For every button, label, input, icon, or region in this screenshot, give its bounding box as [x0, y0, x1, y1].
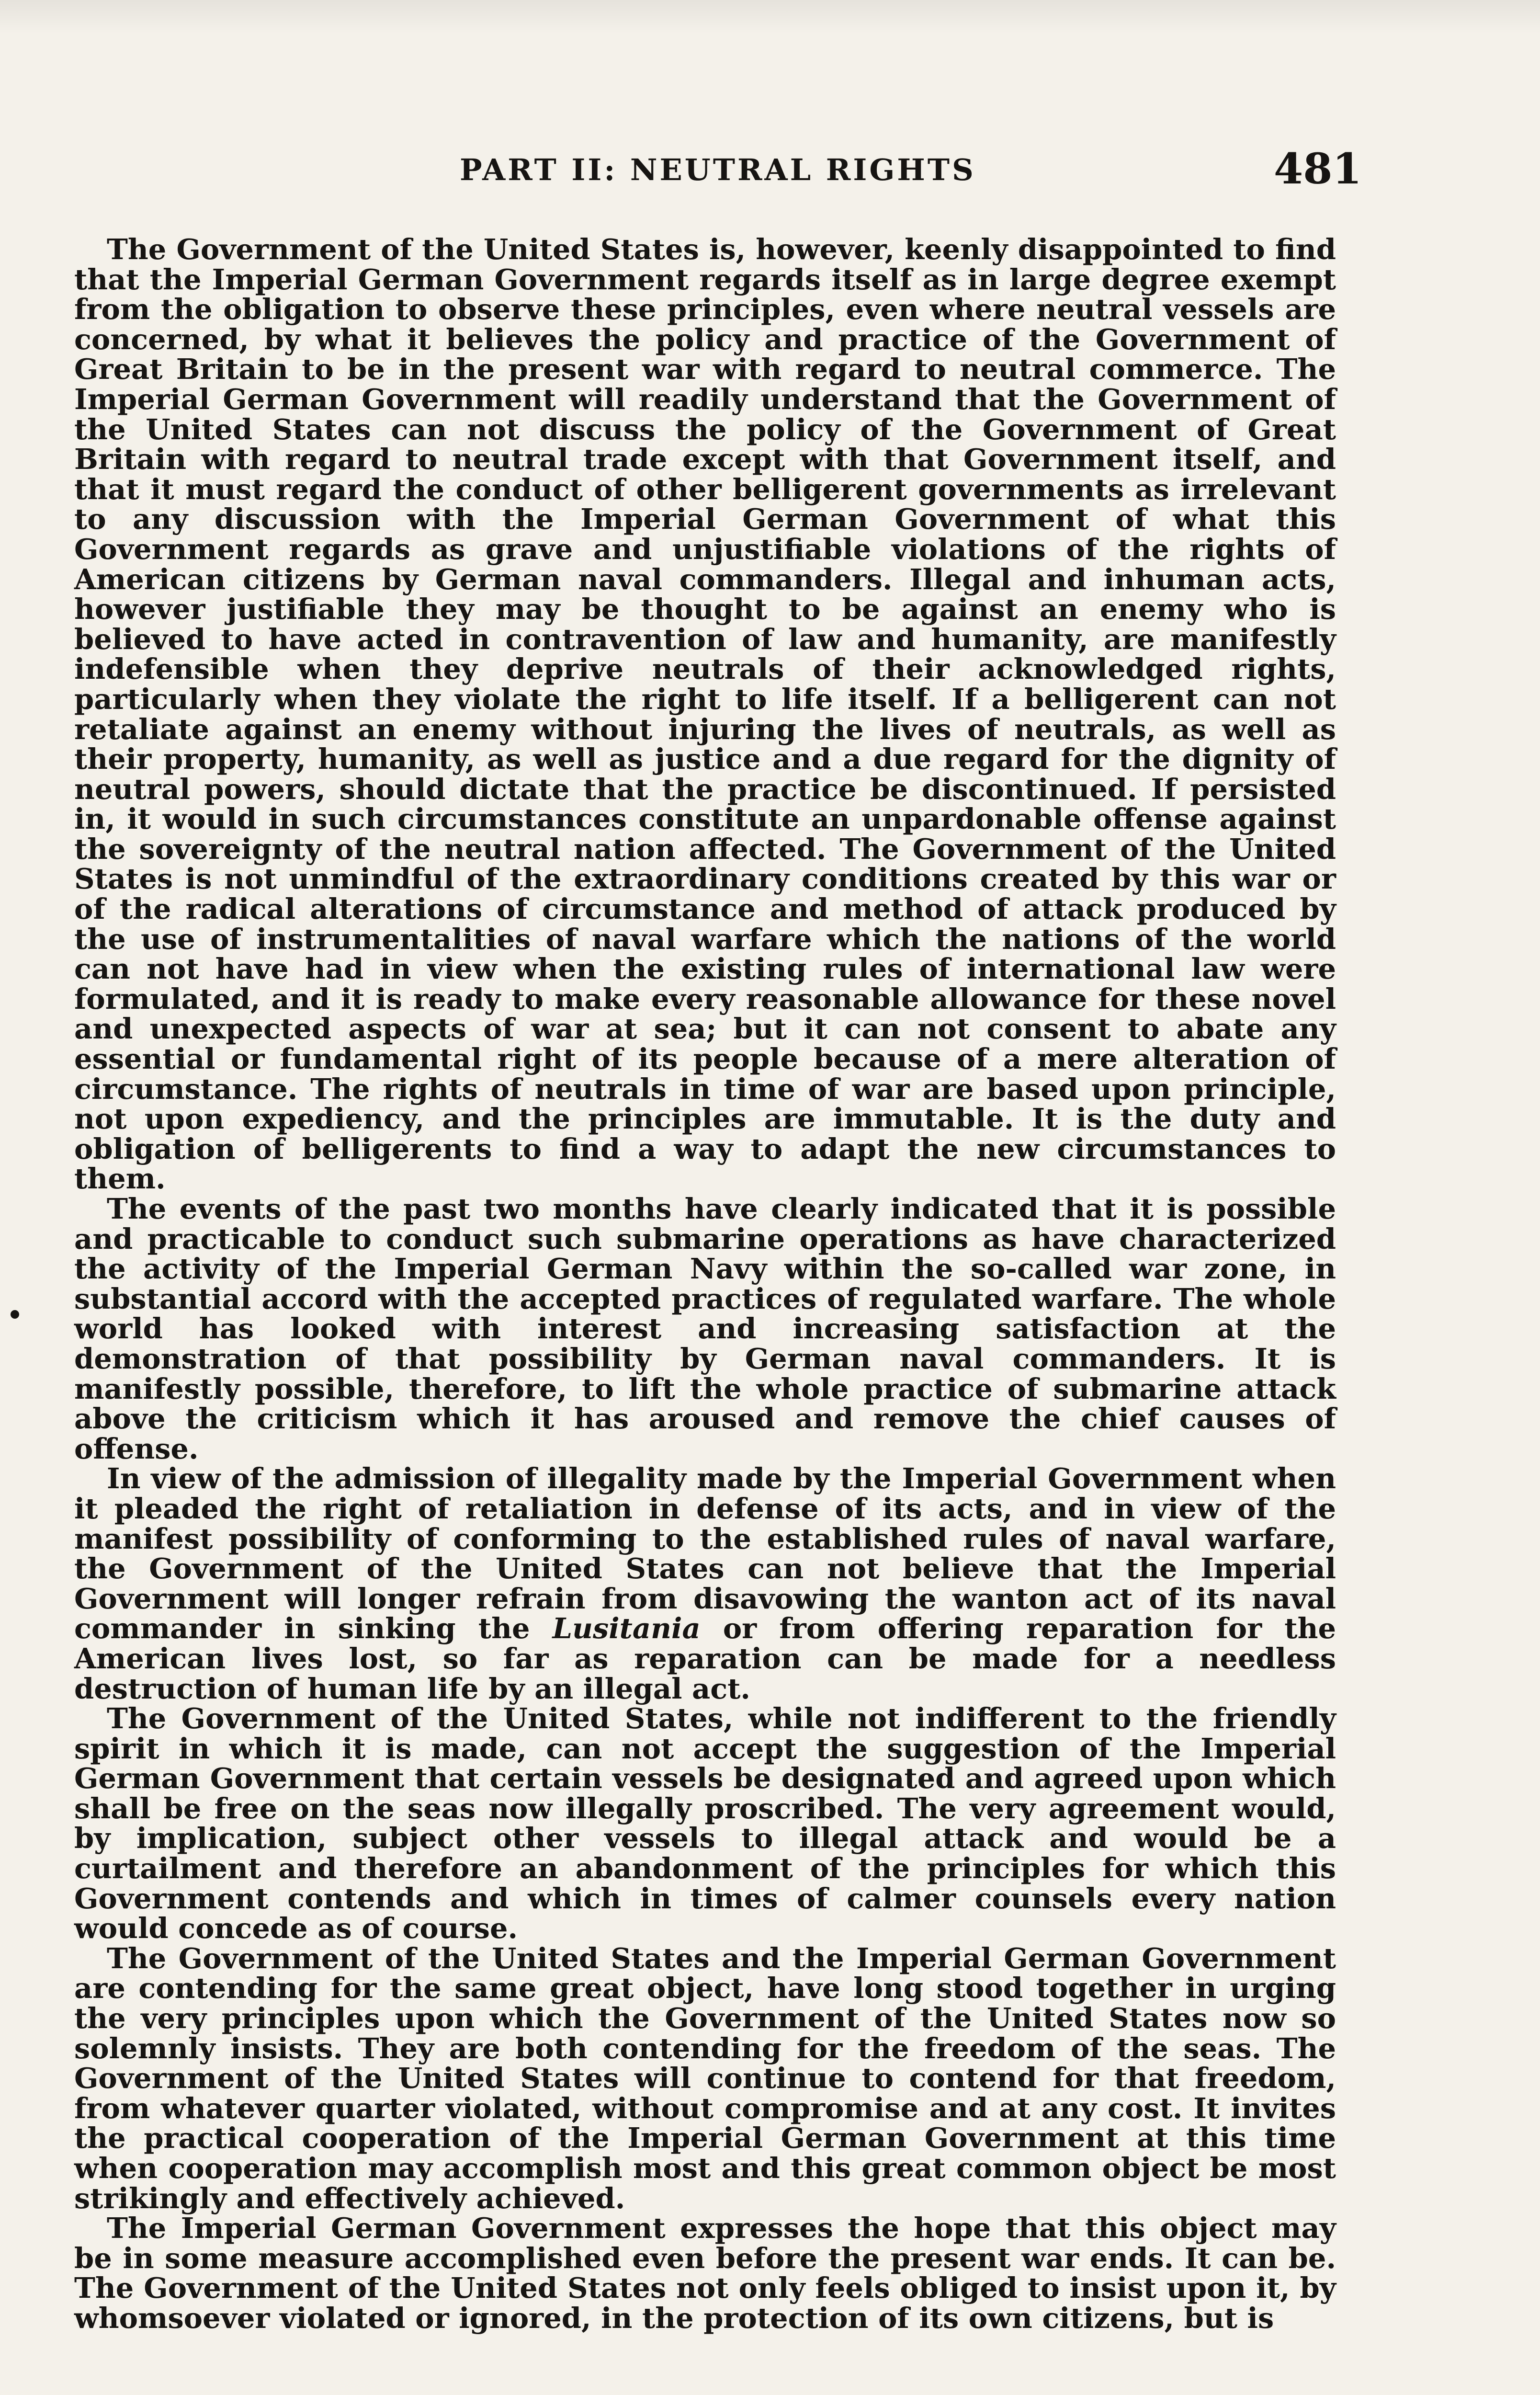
page-number: 481 [1274, 144, 1362, 194]
paragraph-text: The Government of the United States and the Imperial German Government are contending for the same great object, have long stood together in urging the very principles upon which the Government of the United States now so solemnly insists. They are both contending for the freedom of the seas. The Government of the United States will continue to contend for that freedom, from whatever quarter violated, without compromise and at any cost. It invites the practical cooperation of the Imperial German Government at this time when cooperation may accomplish most and this great common object be most strikingly and effectively achieved. [74, 1941, 1336, 2215]
paragraph-text: The Government of the United States, while not indifferent to the friendly spirit in which it is made, can not accept the suggestion of the Imperial German Government that certain vessels be designated and agreed upon which shall be free on the seas now illegally proscribed. The very agreement would, by implication, subject other vessels to illegal attack and would be a curtailment and therefore an abandonment of the principles for which this Government contends and which in times of calmer counsels every nation would concede as of course. [74, 1702, 1336, 1945]
paragraph-text: or from offering reparation for the American lives lost, so far as reparation can be made for a needless destruction of human life by an illegal act. [74, 1612, 1336, 1705]
ship-name: Lusitania [552, 1612, 701, 1645]
paragraph [74, 1704, 1336, 1944]
paragraph-text: The events of the past two months have clearly indicated that it is possible and practicable to conduct such submarine operations as have characterized the activity of the Imperial German Navy within the so-called war zone, in substantial accord with the accepted practices of regulated warfare. The whole world has looked with interest and increasing satisfaction at the demonstration of that possibility by German naval commanders. It is manifestly possible, therefore, to lift the whole practice of submarine attack above the criticism which it has aroused and remove the chief causes of offense. [74, 1192, 1336, 1465]
paragraph-text: The Imperial German Government expresses the hope that this object may be in some measure accomplished even before the present war ends. It can be. The Government of the United States not only feels obliged to insist upon it, by whomsoever violated or ignored, in the protection of its own citizens, but is [74, 2212, 1336, 2335]
paragraph-text: In view of the admission of illegality made by the Imperial Government when it pleaded the right of retaliation in defense of its acts, and in view of the manifest possibility of conforming to the established rules of naval warfare, the Government of the United States can not believe that the Imperial Government will longer refrain from disavowing the wanton act of its naval commander in sinking the [74, 1462, 1336, 1645]
paragraph [74, 1941, 1336, 2215]
paragraph [74, 235, 1336, 1194]
running-header: PART II: NEUTRAL RIGHTS [460, 152, 976, 187]
paragraph-text: The Government of the United States is, however, keenly disappointed to find that the Imperial German Government regards itself as in large degree exempt from the obligation to observe these principles, even where neutral vessels are concerned, by what it believes the policy and practice of the Government of Great Britain to be in the present war with regard to neutral commerce. The Imperial German Government will readily understand that the Government of the United States can not discuss the policy of the Government of Great Britain with regard to neutral trade except with that Government itself, and that it must regard the conduct of other belligerent governments as irrelevant to any discussion with the Imperial German Government of what this Government regards as grave and unjustifiable violations of the rights of American citizens by German naval commanders. Illegal and inhuman acts, however justifiable they may be thought to be against an enemy who is believed to have acted in contravention of law and humanity, are manifestly indefensible when they deprive neutrals of their acknowledged rights, particularly when they violate the right to life itself. If a belligerent can not retaliate against an enemy without injuring the lives of neutrals, as well as their property, humanity, as well as justice and a due regard for the dignity of neutral powers, should dictate that the practice be discontinued. If persisted in, it would in such circumstances constitute an unpardonable offense against the sovereignty of the neutral nation affected. The Government of the United States is not unmindful of the extraordinary conditions created by this war or of the radical alterations of circumstance and method of attack produced by the use of instrumentalities of naval warfare which the nations of the world can not have had in view when the existing rules of international law were formulated, and it is ready to make every reasonable allowance for these novel and unexpected aspects of war at sea; but it can not consent to abate any essential or fundamental right of its people because of a mere alteration of circumstance. The rights of neutrals in time of war are based upon principle, not upon expediency, and the principles are immutable. It is the duty and obligation of belligerents to find a way to adapt the new circumstances to them. [74, 233, 1336, 1196]
paragraph [74, 2213, 1336, 2333]
body-text [74, 235, 1336, 2334]
scan-edge-shadow [0, 0, 1540, 34]
paragraph [74, 1194, 1336, 1464]
margin-mark [11, 1310, 19, 1319]
paragraph [74, 1464, 1336, 1704]
